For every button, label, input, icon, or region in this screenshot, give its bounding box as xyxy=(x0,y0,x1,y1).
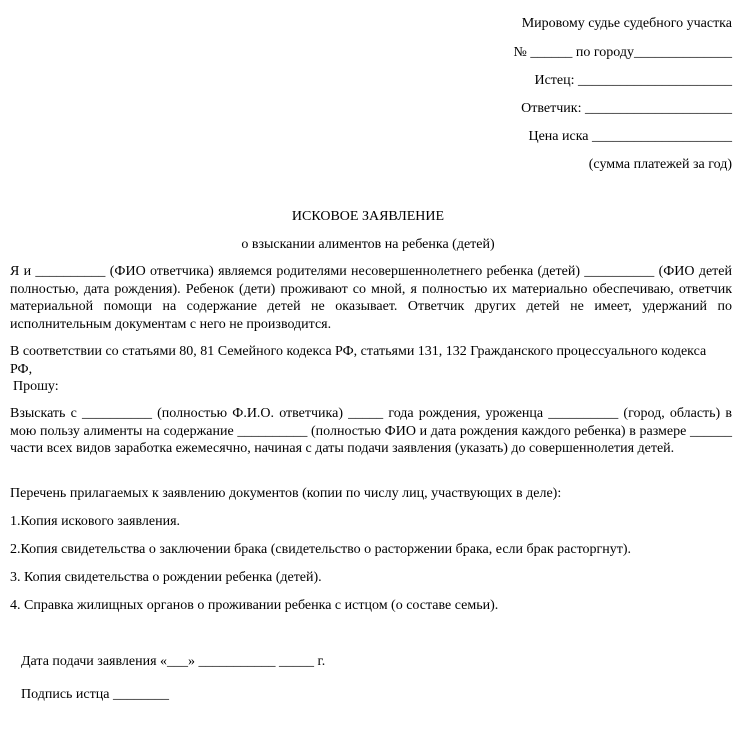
body-paragraph-2: В соответствии со статьями 80, 81 Семейного кодекса РФ, статьями 131, 132 Гражданского процессуального кодекса РФ, xyxy=(10,344,707,377)
header-claim-note: (сумма платежей за год) xyxy=(588,157,732,172)
attachments-heading: Перечень прилагаемых к заявлению документов (копии по числу лиц, участвующих в деле): xyxy=(10,486,562,501)
page-title: ИСКОВОЕ ЗАЯВЛЕНИЕ xyxy=(291,209,445,224)
header-district: № ______ по городу______________ xyxy=(513,45,732,60)
header-court: Мировому судье судебного участка xyxy=(521,16,732,31)
header-claim-price: Цена иска ____________________ xyxy=(528,129,732,144)
date-line: Дата подачи заявления «___» ___________ _____ г. xyxy=(21,654,326,669)
attachment-item: 4. Справка жилищных органов о проживании ребенка с истцом (о составе семьи). xyxy=(10,598,499,613)
page-subtitle: о взыскании алиментов на ребенка (детей) xyxy=(241,237,495,252)
body-paragraph-1: Я и __________ (ФИО ответчика) являемся родителями несовершеннолетнего ребенка (детей) __________ (ФИО детей полностью, дата рождения). Ребенок (дети) проживают со мной, я полностью их материально обеспечиваю, ответчик материальной помощи на содержание детей не оказывает. Ответчик других детей не имеет, удержаний по исполнительным документам с него не производится. xyxy=(10,264,732,332)
attachment-item: 2.Копия свидетельства о заключении брака (свидетельство о расторжении брака, если брак расторгнут). xyxy=(10,542,632,557)
body-request: Прошу: xyxy=(13,379,59,394)
attachment-item: 3. Копия свидетельства о рождении ребенка (детей). xyxy=(10,570,322,585)
body-paragraph-3: Взыскать с __________ (полностью Ф.И.О. ответчика) _____ года рождения, уроженца __________ (город, область) в мою пользу алименты на содержание __________ (полностью ФИО и дата рождения каждого ребенка) в размере ______ части всех видов заработка ежемесячно, начиная с даты подачи заявления (указать) до совершеннолетия детей. xyxy=(10,406,732,456)
header-plaintiff: Истец: ______________________ xyxy=(534,73,732,88)
signature-line: Подпись истца ________ xyxy=(21,687,169,702)
attachment-item: 1.Копия искового заявления. xyxy=(10,514,181,529)
header-defendant: Ответчик: _____________________ xyxy=(521,101,732,116)
